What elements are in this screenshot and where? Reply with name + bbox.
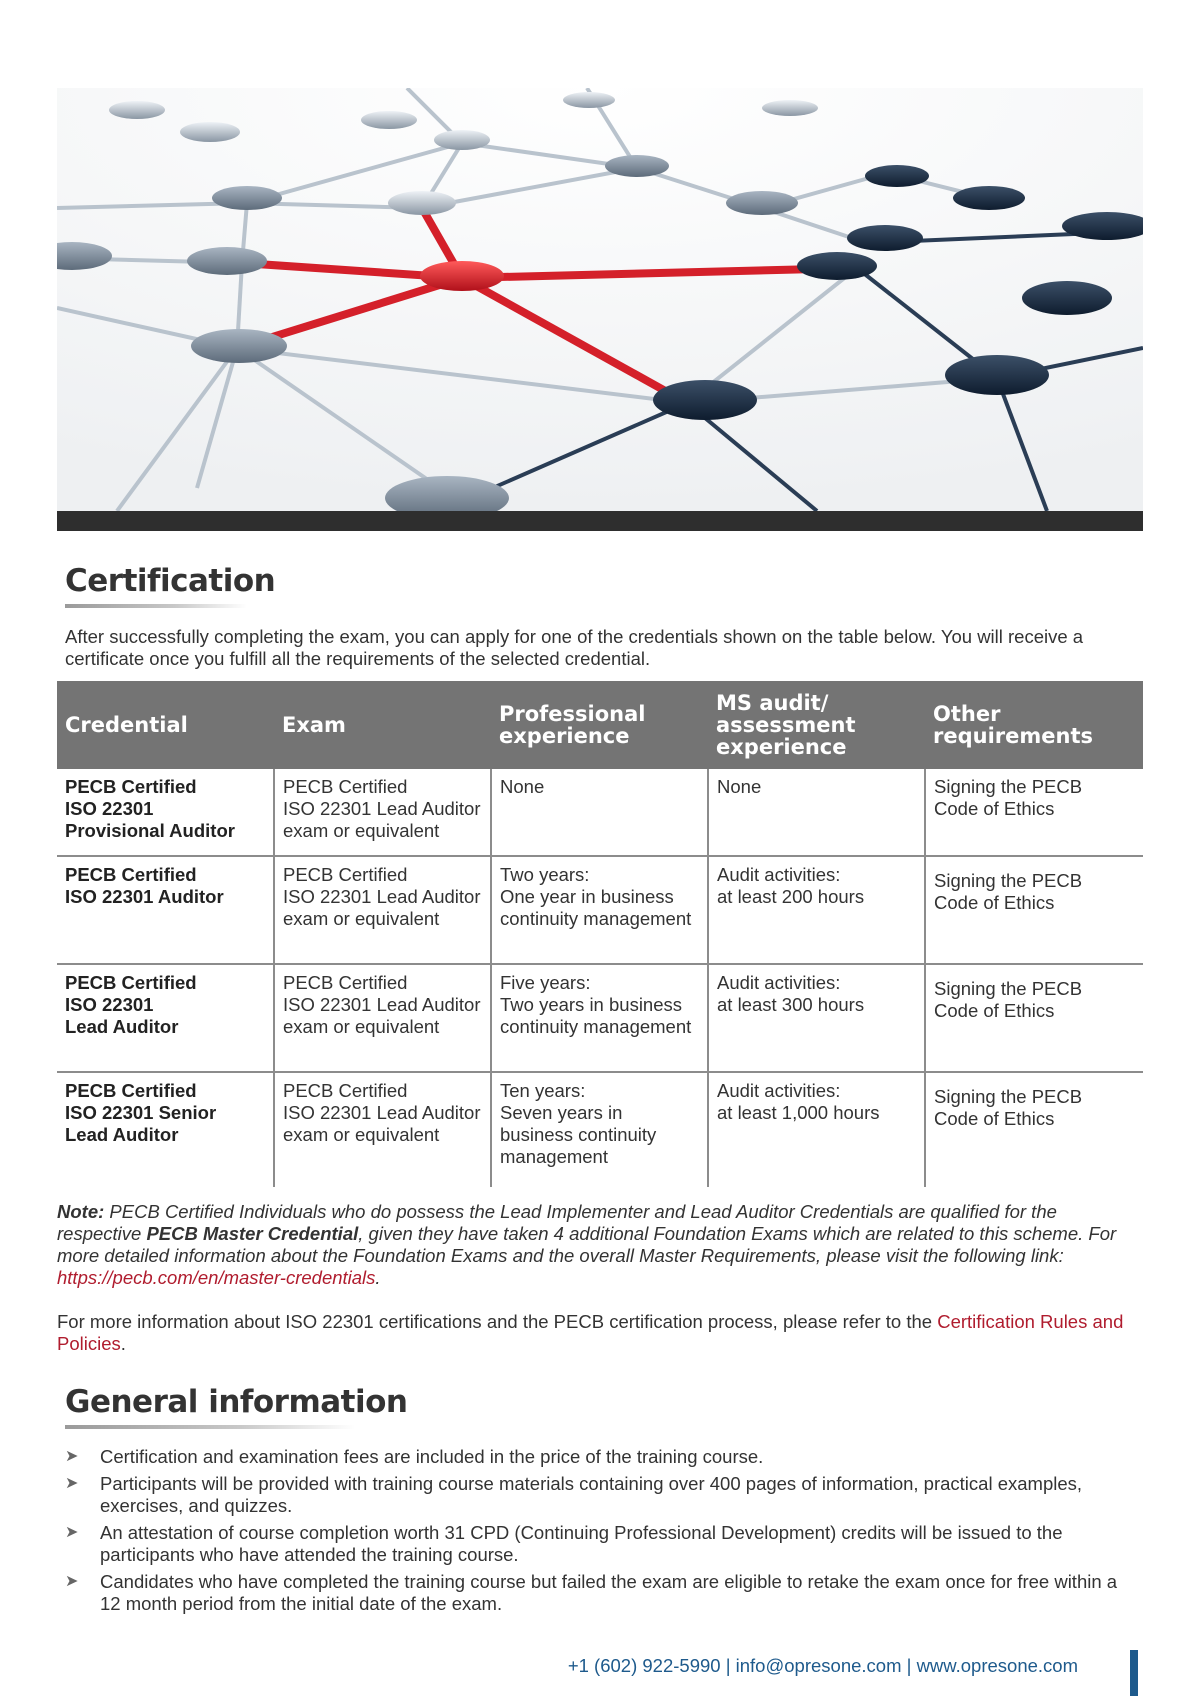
footer-accent-bar <box>1130 1650 1138 1696</box>
credentials-table <box>57 681 1143 1187</box>
other-cell: Signing the PECB Code of Ethics <box>925 1072 1143 1187</box>
list-item: ➤ Candidates who have completed the training course but failed the exam are eligible to retake the exam once for free within a 12 month period from the initial date of the exam. <box>65 1571 1118 1614</box>
header-credential: Credential <box>57 681 274 769</box>
header-exam: Exam <box>274 681 491 769</box>
general-information-heading: General information <box>65 1384 408 1420</box>
certification-heading: Certification <box>65 563 276 599</box>
heading-underline <box>65 1425 355 1429</box>
note-text-b: , given they have taken 4 additional Foundation Exams which are related to this scheme. For more detailed information about the Foundation Exams and the overall Master Requirements, please visit the following link: <box>57 1223 1117 1266</box>
exam-cell: PECB Certified ISO 22301 Lead Auditor exam or equivalent <box>274 856 491 964</box>
certification-rules-link[interactable]: Certification Rules and Policies <box>57 1311 1124 1354</box>
arrow-bullet-icon: ➤ <box>65 1573 79 1590</box>
audit-cell: None <box>708 769 925 856</box>
exam-cell: PECB Certified ISO 22301 Lead Auditor exam or equivalent <box>274 1072 491 1187</box>
table-row <box>57 856 1143 964</box>
note-text-a: PECB Certified Individuals who do possess the Lead Implementer and Lead Auditor Credentials are qualified for the respective <box>57 1201 1057 1244</box>
master-credential-note <box>57 1201 1143 1289</box>
more-info-paragraph <box>57 1311 1143 1355</box>
professional-cell: None <box>491 769 708 856</box>
hero-network-image <box>57 88 1143 511</box>
list-item: ➤ Certification and examination fees are included in the price of the training course. <box>65 1446 764 1467</box>
credential-cell: PECB Certified ISO 22301 Senior Lead Auditor <box>65 1080 217 1145</box>
exam-cell: PECB Certified ISO 22301 Lead Auditor exam or equivalent <box>274 769 491 856</box>
note-label: Note: <box>57 1201 105 1222</box>
arrow-bullet-icon: ➤ <box>65 1524 79 1541</box>
arrow-bullet-icon: ➤ <box>65 1448 79 1465</box>
professional-cell: Two years: One year in business continuity management <box>491 856 708 964</box>
professional-cell: Ten years: Seven years in business continuity management <box>491 1072 708 1187</box>
header-other-requirements: Other requirements <box>925 681 1143 769</box>
audit-cell: Audit activities: at least 1,000 hours <box>708 1072 925 1187</box>
header-professional-experience: Professional experience <box>491 681 708 769</box>
other-cell: Signing the PECB Code of Ethics <box>925 964 1143 1072</box>
note-tail: . <box>375 1267 381 1288</box>
credential-cell: PECB Certified ISO 22301 Lead Auditor <box>57 964 274 1072</box>
more-info-tail: . <box>120 1333 126 1354</box>
other-cell: Signing the PECB Code of Ethics <box>925 856 1143 964</box>
general-information-list <box>65 1446 1140 1620</box>
master-credentials-link[interactable]: https://pecb.com/en/master-credentials <box>57 1267 376 1288</box>
table-row <box>57 964 1143 1072</box>
list-item: ➤ An attestation of course completion worth 31 CPD (Continuing Professional Development) credits will be issued to the participants who have attended the training course. <box>65 1522 1063 1565</box>
professional-cell: Five years: Two years in business continuity management <box>491 964 708 1072</box>
list-item: ➤ Participants will be provided with training course materials containing over 400 pages of information, practical examples, exercises, and quizzes. <box>65 1473 1083 1516</box>
header-audit-experience: MS audit/ assessment experience <box>708 681 925 769</box>
heading-underline <box>65 604 247 608</box>
note-bold: PECB Master Credential <box>146 1223 359 1244</box>
footer-contact: +1 (602) 922-5990 | info@opresone.com | www.opresone.com <box>567 1655 1078 1676</box>
credential-cell: PECB Certified ISO 22301 Auditor <box>57 856 274 964</box>
table-header-row <box>57 681 1143 769</box>
hero-divider-bar <box>57 511 1143 531</box>
certification-intro: After successfully completing the exam, you can apply for one of the credentials shown on the table below. You will receive a certificate once you fulfill all the requirements of the selected credential. <box>65 626 1084 669</box>
audit-cell: Audit activities: at least 200 hours <box>708 856 925 964</box>
more-info-text: For more information about ISO 22301 certifications and the PECB certification process, please refer to the <box>57 1311 938 1332</box>
arrow-bullet-icon: ➤ <box>65 1475 79 1492</box>
exam-cell: PECB Certified ISO 22301 Lead Auditor exam or equivalent <box>274 964 491 1072</box>
credential-cell: PECB Certified ISO 22301 Provisional Auditor <box>57 769 274 856</box>
table-row <box>57 769 1143 856</box>
audit-cell: Audit activities: at least 300 hours <box>708 964 925 1072</box>
other-cell: Signing the PECB Code of Ethics <box>925 769 1143 856</box>
table-row <box>57 1072 1143 1187</box>
